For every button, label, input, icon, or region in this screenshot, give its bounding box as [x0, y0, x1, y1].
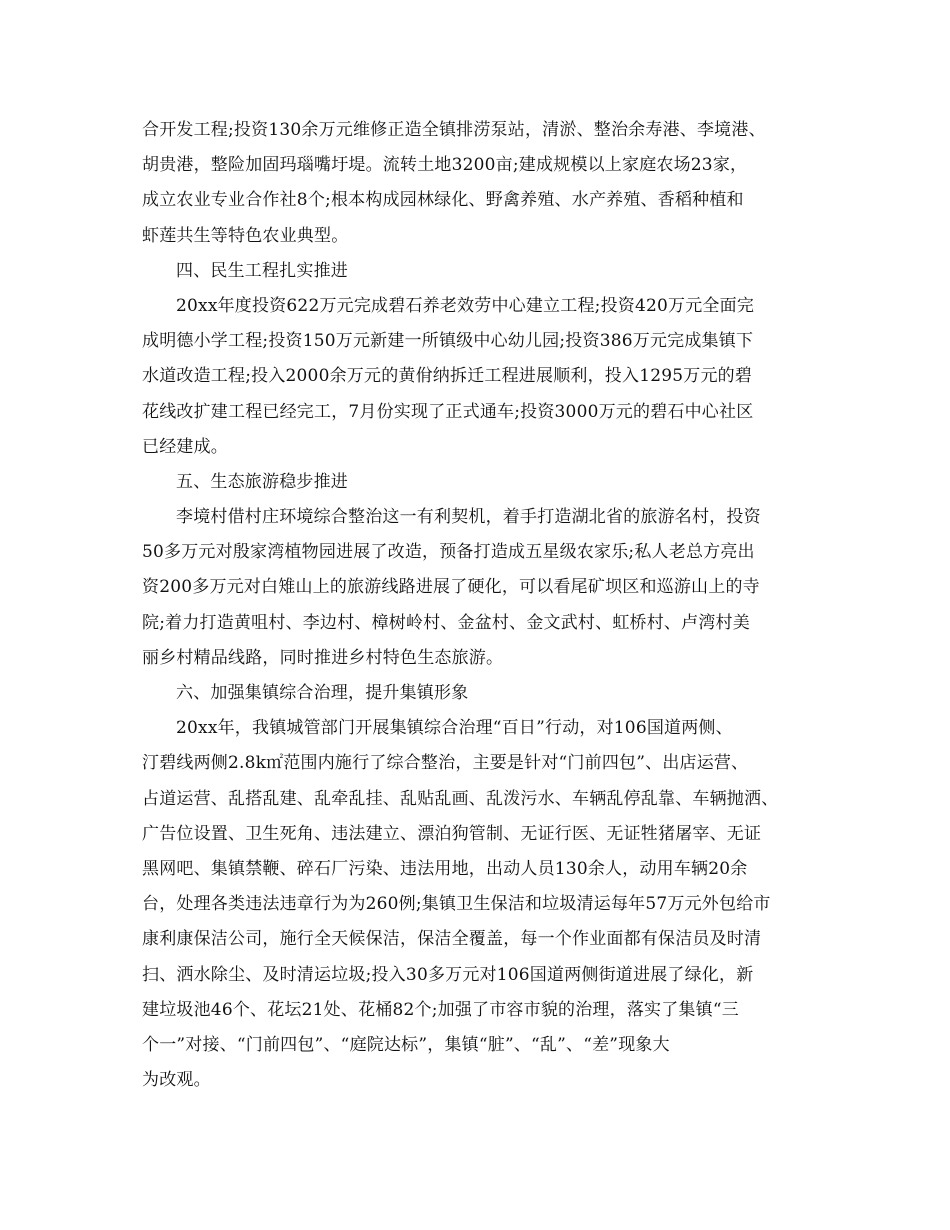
text-line: 院;着力打造黄咀村、李边村、樟树岭村、金盆村、金文武村、虹桥村、卢湾村美 — [142, 612, 750, 633]
text-line: 汀碧线两侧2.8k㎡范围内施行了综合整治，主要是针对“门前四包”、出店运营、 — [142, 753, 749, 774]
text-line: 虾莲共生等特色农业典型。 — [142, 225, 349, 246]
text-line: 康利康保洁公司，施行全天候保洁，保洁全覆盖，每一个作业面都有保洁员及时清 — [142, 929, 762, 950]
text-line: 成明德小学工程;投资150万元新建一所镇级中心幼儿园;投资386万元完成集镇下 — [142, 331, 754, 352]
text-line: 台，处理各类违法违章行为为260例;集镇卫生保洁和垃圾清运每年57万元外包给市 — [142, 894, 771, 915]
text-line: 建垃圾池46个、花坛21处、花桶82个;加强了市容市貌的治理，落实了集镇“三 — [142, 999, 739, 1020]
text-line: 胡贵港，整险加固玛瑙嘴圩堤。流转土地3200亩;建成规模以上家庭农场23家， — [142, 155, 748, 176]
text-line: 李境村借村庄环境综合整治这一有利契机，着手打造湖北省的旅游名村，投资 — [176, 507, 761, 528]
text-line: 四、民生工程扎实推进 — [176, 260, 348, 281]
text-line: 五、生态旅游稳步推进 — [176, 471, 348, 492]
text-line: 六、加强集镇综合治理，提升集镇形象 — [176, 683, 469, 703]
text-line: 50多万元对殷家湾植物园进展了改造，预备打造成五星级农家乐;私人老总方亮出 — [142, 542, 755, 563]
text-line: 黑网吧、集镇禁鞭、碎石厂污染、违法用地，出动人员130余人，动用车辆20余 — [142, 858, 748, 879]
text-line: 20xx年，我镇城管部门开展集镇综合治理“百日”行动，对106国道两侧、 — [176, 718, 733, 739]
text-line: 花线改扩建工程已经完工，7月份实现了正式通车;投资3000万元的碧石中心社区 — [142, 401, 754, 422]
text-line: 占道运营、乱搭乱建、乱牵乱挂、乱贴乱画、乱泼污水、车辆乱停乱靠、车辆抛洒、 — [142, 788, 779, 809]
text-line: 水道改造工程;投入2000余万元的黄佾纳拆迁工程进展顺利，投入1295万元的碧 — [142, 366, 753, 387]
text-line: 个一”对接、“门前四包”、“庭院达标”，集镇“脏”、“乱”、“差”现象大 — [142, 1034, 670, 1055]
text-line: 合开发工程;投资130余万元维修正造全镇排涝泵站，清淤、整治余寿港、李境港、 — [142, 120, 766, 140]
document-body — [142, 113, 810, 1098]
text-line: 扫、洒水除尘、及时清运垃圾;投入30多万元对106国道两侧街道进展了绿化，新 — [142, 964, 754, 985]
text-line: 丽乡村精品线路，同时推进乡村特色生态旅游。 — [142, 647, 504, 668]
text-line: 资200多万元对白雉山上的旅游线路进展了硬化，可以看尾矿坝区和巡游山上的寺 — [142, 577, 760, 598]
text-line: 为改观。 — [142, 1070, 211, 1091]
text-line: 广告位设置、卫生死角、违法建立、漂泊狗管制、无证行医、无证牲猪屠宰、无证 — [142, 823, 762, 844]
text-line: 20xx年度投资622万元完成碧石养老效劳中心建立工程;投资420万元全面完 — [176, 295, 755, 316]
text-line: 已经建成。 — [142, 436, 228, 457]
text-line: 成立农业专业合作社8个;根本构成园林绿化、野禽养殖、水产养殖、香稻种植和 — [142, 190, 744, 211]
